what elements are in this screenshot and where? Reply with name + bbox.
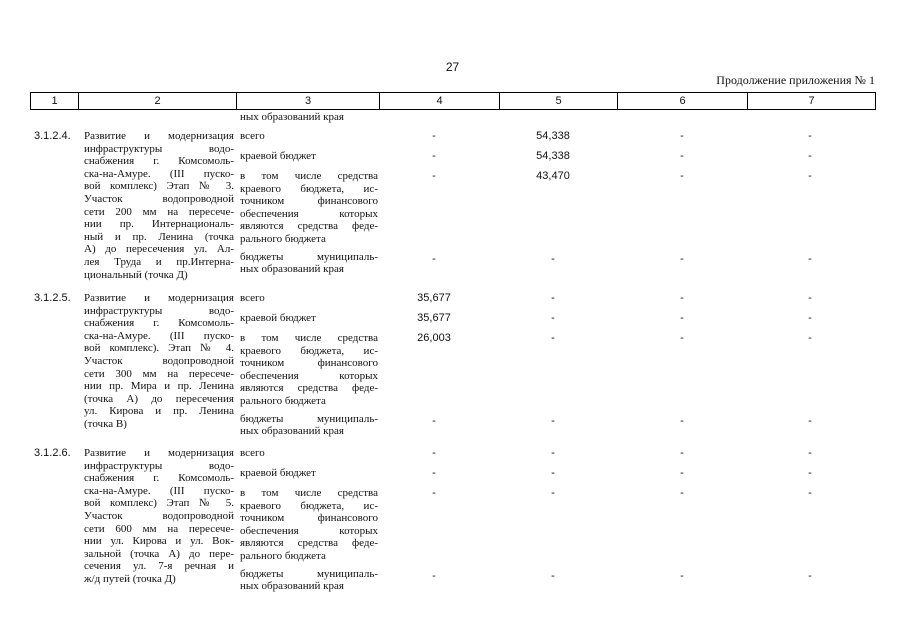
funding-incl-label-line: в том числе средства	[240, 487, 378, 499]
row-description-line: снабжения г. Комсомоль-	[84, 155, 234, 168]
funding-incl-label-line: точником финансового	[240, 195, 378, 208]
value-cell: -	[551, 332, 555, 344]
row-description-line: Развитие и модернизация	[84, 130, 234, 142]
value-cell: -	[432, 487, 436, 499]
funding-regional-label: краевой бюджет	[240, 467, 316, 479]
funding-total-label: всего	[240, 447, 265, 459]
value-cell: -	[808, 447, 812, 459]
funding-incl-label-line: являются средства феде-	[240, 220, 378, 233]
row-description-line: инфраструктуры водо-	[84, 459, 234, 472]
continuation-label: Продолжение приложения № 1	[716, 73, 875, 87]
funding-incl-label	[240, 332, 378, 408]
value-cell: -	[680, 414, 684, 427]
col-header-1: 1	[31, 93, 79, 109]
value-cell: -	[808, 150, 812, 162]
row-description-line: лея Труда и пр.Интерна-	[84, 255, 234, 268]
row-description-line: снабжения г. Комсомоль-	[84, 472, 234, 485]
funding-incl-label-line: в том числе средства	[240, 170, 378, 182]
value-cell: -	[680, 467, 684, 479]
value-cell: -	[432, 252, 436, 265]
row-description-line: ска-на-Амуре. (III пуско-	[84, 167, 234, 180]
funding-incl-label-line: рального бюджета	[240, 232, 326, 245]
value-cell: 35,677	[417, 312, 451, 324]
value-cell: 54,338	[536, 150, 570, 162]
funding-municipal-label-line: бюджеты муниципаль-	[240, 250, 378, 263]
row-description-line: нии пр. Мира и пр. Ленина	[84, 380, 234, 393]
value-cell: -	[551, 487, 555, 499]
row-description-line: сети 300 мм на пересече-	[84, 367, 234, 380]
row-description-line: (точка А) до пересечения	[84, 392, 234, 405]
col-header-4: 4	[380, 93, 500, 109]
funding-municipal-label-line: ных образований края	[240, 263, 344, 276]
funding-total-label: всего	[240, 292, 265, 304]
funding-incl-label-line: точником финансового	[240, 357, 378, 370]
row-description-line: ж/д путей (точка Д)	[84, 572, 176, 585]
funding-municipal-label-line: бюджеты муниципаль-	[240, 412, 378, 425]
value-cell: -	[808, 332, 812, 344]
row-code: 3.1.2.4.	[34, 130, 71, 142]
value-cell: -	[680, 170, 684, 182]
funding-municipal-label	[240, 413, 378, 438]
row-description-line: Участок водопроводной	[84, 354, 234, 367]
funding-incl-label-line: краевого бюджета, ис-	[240, 182, 378, 195]
value-cell: -	[680, 130, 684, 142]
value-cell: 26,003	[417, 332, 451, 344]
row-description-line: сети 200 мм на пересече-	[84, 205, 234, 218]
row-description-line: инфраструктуры водо-	[84, 304, 234, 317]
value-cell: -	[808, 292, 812, 304]
value-cell: -	[551, 467, 555, 479]
value-cell: 54,338	[536, 130, 570, 142]
funding-total-label: всего	[240, 130, 265, 142]
value-cell: -	[680, 569, 684, 582]
row-description-line: сети 600 мм на пересече-	[84, 522, 234, 535]
funding-municipal-label	[240, 251, 378, 276]
value-cell: -	[680, 252, 684, 265]
row-description-line: зальной (точка А) до пере-	[84, 547, 234, 560]
value-cell: -	[808, 130, 812, 142]
funding-incl-label-line: краевого бюджета, ис-	[240, 344, 378, 357]
carryover-text: ных образований края	[240, 111, 344, 123]
value-cell: -	[680, 292, 684, 304]
value-cell: -	[808, 312, 812, 324]
value-cell: -	[432, 150, 436, 162]
row-description-line: вой комплекс) Этап № 3.	[84, 180, 234, 193]
value-cell: -	[808, 487, 812, 499]
row-description-line: А) до пересечения ул. Ал-	[84, 243, 234, 256]
funding-incl-label-line: рального бюджета	[240, 549, 326, 562]
value-cell: -	[808, 414, 812, 427]
row-description-line: инфраструктуры водо-	[84, 142, 234, 155]
col-header-5: 5	[500, 93, 618, 109]
row-description-line: ул. Кирова и пр. Ленина	[84, 405, 234, 418]
row-description-line: Участок водопроводной	[84, 192, 234, 205]
row-description-line: вой комплекс). Этап № 4.	[84, 342, 234, 355]
row-description-line: ска-на-Амуре. (III пуско-	[84, 484, 234, 497]
col-header-3: 3	[237, 93, 380, 109]
row-description-line: нии ул. Кирова и ул. Вок-	[84, 535, 234, 548]
col-header-2: 2	[79, 93, 237, 109]
row-description-line: вой комплекс) Этап № 5.	[84, 497, 234, 510]
row-description-line: ный и пр. Ленина (точка	[84, 230, 234, 243]
value-cell: -	[432, 447, 436, 459]
row-code: 3.1.2.5.	[34, 292, 71, 304]
row-description-line: нии пр. Интернациональ-	[84, 218, 234, 231]
funding-incl-label-line: в том числе средства	[240, 332, 378, 344]
row-description-line: Участок водопроводной	[84, 509, 234, 522]
value-cell: -	[432, 414, 436, 427]
funding-municipal-label-line: ных образований края	[240, 425, 344, 438]
row-description-line: Развитие и модернизация	[84, 292, 234, 304]
value-cell: -	[432, 130, 436, 142]
value-cell: -	[680, 150, 684, 162]
funding-incl-label	[240, 487, 378, 563]
funding-incl-label-line: обеспечения которых	[240, 369, 378, 382]
funding-municipal-label	[240, 568, 378, 593]
funding-regional-label: краевой бюджет	[240, 312, 316, 324]
value-cell: -	[551, 312, 555, 324]
funding-municipal-label-line: бюджеты муниципаль-	[240, 567, 378, 580]
value-cell: -	[551, 414, 555, 427]
col-header-7: 7	[808, 95, 815, 107]
value-cell: 43,470	[536, 170, 570, 182]
funding-incl-label-line: обеспечения которых	[240, 524, 378, 537]
row-description-line: ска-на-Амуре. (III пуско-	[84, 329, 234, 342]
value-cell: -	[551, 569, 555, 582]
value-cell: -	[551, 252, 555, 265]
row-description	[84, 447, 234, 586]
value-cell: -	[680, 487, 684, 499]
row-description	[84, 292, 234, 431]
row-description-line: Развитие и модернизация	[84, 447, 234, 459]
funding-incl-label-line: являются средства феде-	[240, 382, 378, 395]
row-description	[84, 130, 234, 281]
row-description-line: (точка В)	[84, 417, 127, 430]
funding-municipal-label-line: ных образований края	[240, 580, 344, 593]
funding-incl-label-line: рального бюджета	[240, 394, 326, 407]
funding-incl-label-line: краевого бюджета, ис-	[240, 499, 378, 512]
value-cell: -	[808, 252, 812, 265]
value-cell: -	[680, 447, 684, 459]
value-cell: -	[808, 170, 812, 182]
value-cell: -	[808, 569, 812, 582]
funding-incl-label	[240, 170, 378, 246]
value-cell: 35,677	[417, 292, 451, 304]
value-cell: -	[432, 170, 436, 182]
table-header-row	[30, 92, 876, 110]
funding-incl-label-line: точником финансового	[240, 512, 378, 525]
row-description-line: циональный (точка Д)	[84, 268, 188, 281]
value-cell: -	[680, 332, 684, 344]
page-number: 27	[445, 60, 460, 74]
funding-incl-label-line: обеспечения которых	[240, 207, 378, 220]
row-description-line: снабжения г. Комсомоль-	[84, 317, 234, 330]
value-cell: -	[808, 467, 812, 479]
funding-regional-label: краевой бюджет	[240, 150, 316, 162]
value-cell: -	[551, 292, 555, 304]
row-code: 3.1.2.6.	[34, 447, 71, 459]
funding-incl-label-line: являются средства феде-	[240, 537, 378, 550]
value-cell: -	[432, 569, 436, 582]
row-description-line: сечения ул. 7-я речная и	[84, 560, 234, 573]
value-cell: -	[551, 447, 555, 459]
value-cell: -	[432, 467, 436, 479]
value-cell: -	[680, 312, 684, 324]
col-header-6: 6	[618, 93, 748, 109]
